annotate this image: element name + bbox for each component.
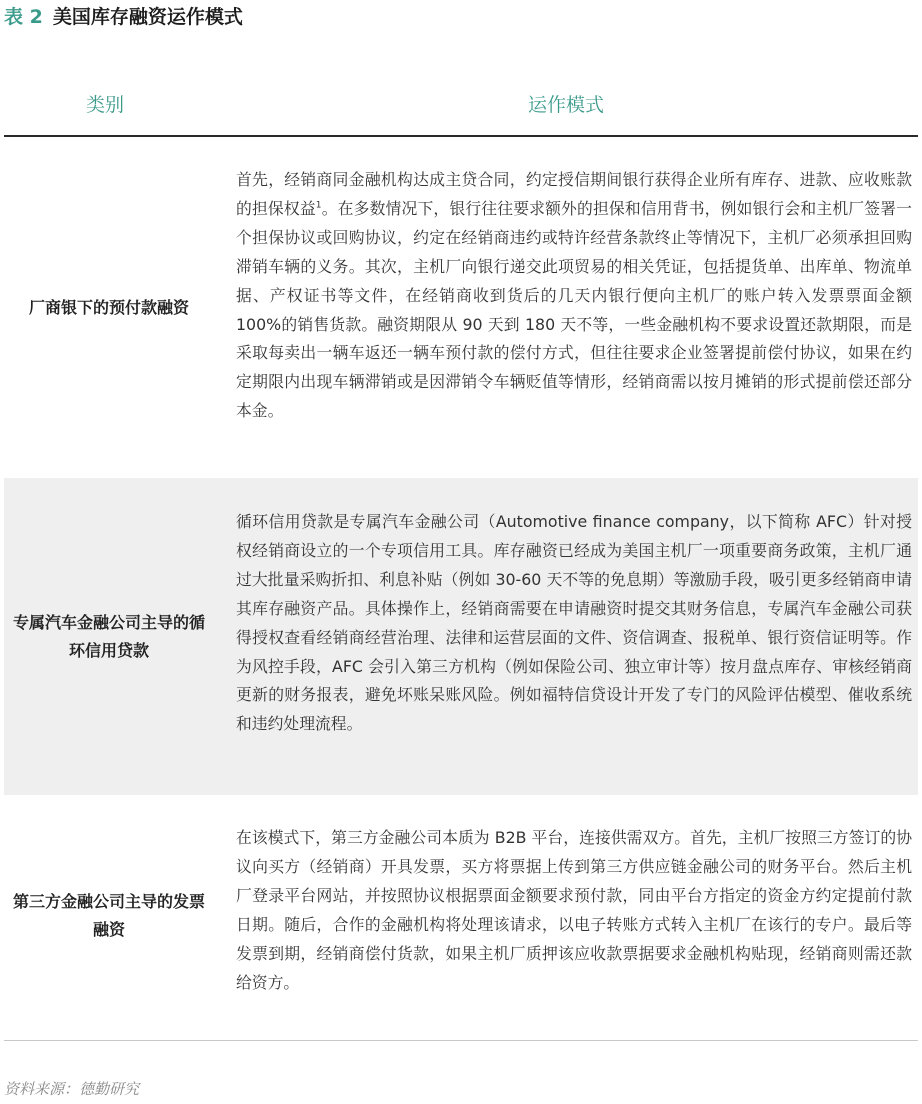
table-bottom-divider xyxy=(4,1040,918,1041)
row-category: 厂商银下的预付款融资 xyxy=(28,297,189,317)
row-description-part2: 。在多数情况下，银行往往要求额外的担保和信用背书，例如银行会和主机厂签署一个担保协议或回购协议，约定在经销商违约或特许经营条款终止等情况下，主机厂必须承担回购滞销车辆的义务。其次，主机厂向银行递交此项贸易的相关凭证，包括提货单、出库单、物流单据、产权证书等文件，在经销商收到货后的几天内银行便向主机厂的账户转入发票票面金额 100%的销售货款。融资期限从 90 天到 180 天不等，一些金融机构不要求设置还款期限，而是采取每卖出一辆车返还一辆车预付款的偿付方式，但往往要求企业签署提前偿付协议，如果在约定期限内出现车辆滞销或是因滞销令车辆贬值等情形，经销商需以按月摊销的形式提前偿还部分本金。 xyxy=(236,198,912,421)
table-row xyxy=(4,137,918,478)
header-category: 类别 xyxy=(85,94,124,116)
row-category: 第三方金融公司主导的发票融资 xyxy=(12,892,205,939)
table-label: 表 2 xyxy=(4,6,43,28)
row-category: 专属汽车金融公司主导的循环信用贷款 xyxy=(12,613,205,660)
table-row xyxy=(4,478,918,795)
row-description xyxy=(236,166,912,426)
header-operation: 运作模式 xyxy=(527,94,604,116)
row-description: 在该模式下，第三方金融公司本质为 B2B 平台，连接供需双方。首先，主机厂按照三方签订的协议向买方（经销商）开具发票，买方将票据上传到第三方供应链金融公司的财务平台。然后主机厂登录平台网站，并按照协议根据票面金额要求预付款，同由平台方指定的资金方约定提前付款日期。随后，合作的金融机构将处理该请求，以电子转账方式转入主机厂在该行的专户。最后等发票到期，经销商偿付货款，如果主机厂质押该应收款票据要求金融机构贴现，经销商则需还款给资方。 xyxy=(236,828,912,992)
table-row xyxy=(4,795,918,1036)
footnote-marker: 1 xyxy=(315,200,322,211)
source-note: 资料来源：德勤研究 xyxy=(4,1080,140,1098)
row-description: 循环信用贷款是专属汽车金融公司（Automotive finance company，以下简称 AFC）针对授权经销商设立的一个专项信用工具。库存融资已经成为美国主机厂一项重要商务政策，主机厂通过大批量采购折扣、利息补贴（例如 30-60 天不等的免息期）等激励手段，吸引更多经销商申请其库存融资产品。具体操作上，经销商需要在申请融资时提交其财务信息，专属汽车金融公司获得授权查看经销商经营治理、法律和运营层面的文件、资信调查、报税单、银行资信证明等。作为风控手段，AFC 会引入第三方机构（例如保险公司、独立审计等）按月盘点库存、审核经销商更新的财务报表，避免坏账呆账风险。例如福特信贷设计开发了专门的风险评估模型、催收系统和违约处理流程。 xyxy=(236,512,912,734)
table-title-text: 美国库存融资运作模式 xyxy=(52,6,243,28)
table-header xyxy=(0,76,922,132)
row-description-part1: 首先，经销商同金融机构达成主贷合同，约定授信期间银行获得企业所有库存、进款、应收账款的担保权益 xyxy=(236,170,912,218)
table-title xyxy=(4,2,243,29)
